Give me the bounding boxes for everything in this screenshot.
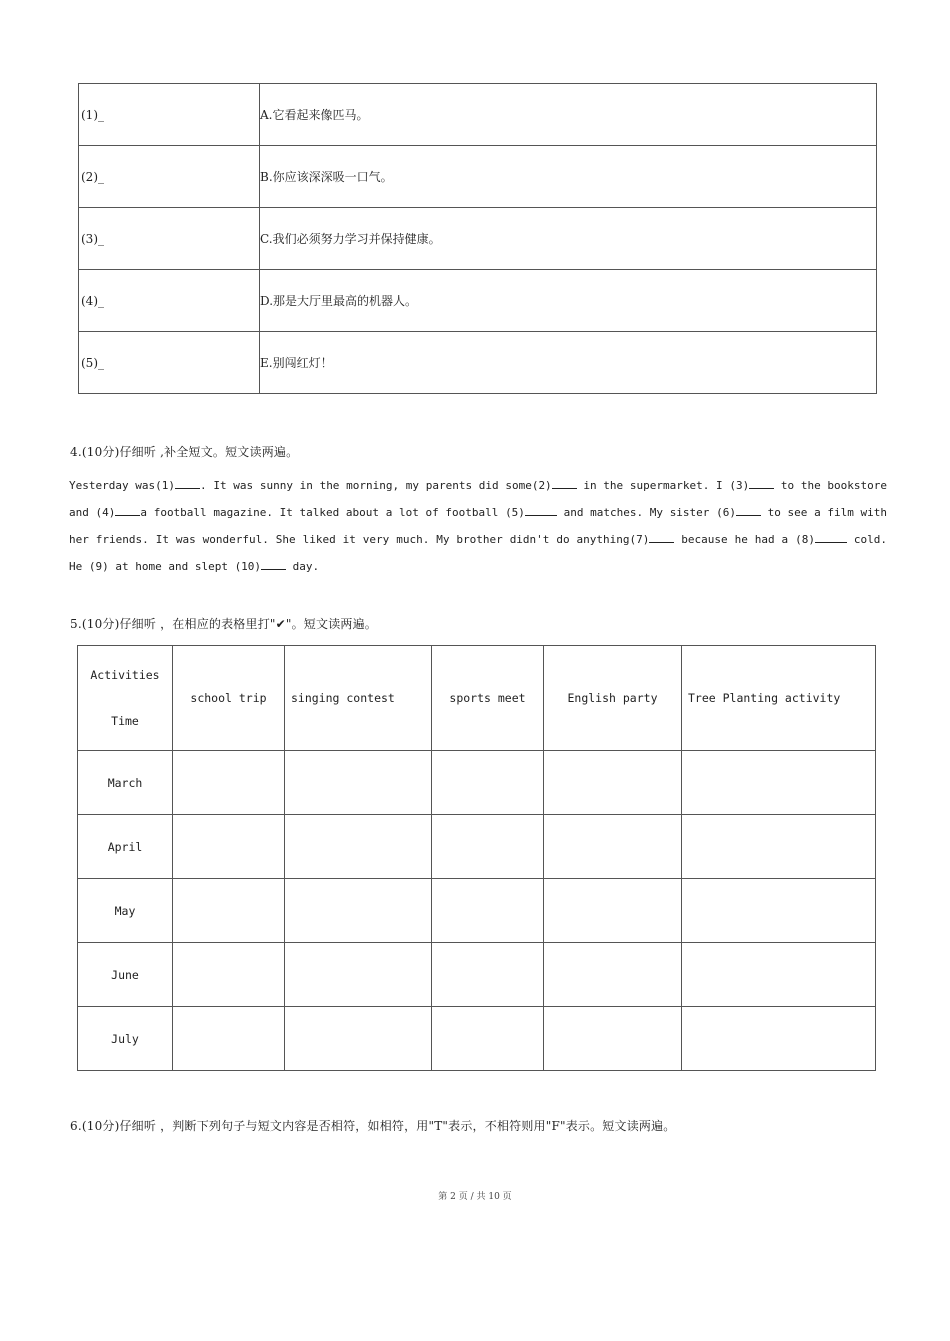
passage-text: Yesterday was(1) [69, 479, 176, 492]
table-row [78, 943, 876, 1007]
header-sports-meet: sports meet [432, 646, 544, 751]
check-cell[interactable] [544, 751, 682, 815]
check-cell[interactable] [432, 1007, 544, 1071]
matching-table [78, 83, 877, 394]
check-cell[interactable] [544, 1007, 682, 1071]
check-cell[interactable] [544, 943, 682, 1007]
check-cell[interactable] [544, 879, 682, 943]
table-row [78, 815, 876, 879]
blank-number[interactable]: (5)_ [79, 332, 260, 394]
answer-blank[interactable] [261, 558, 286, 570]
blank-number[interactable]: (3)_ [79, 208, 260, 270]
matching-row [79, 146, 877, 208]
check-cell[interactable] [682, 943, 876, 1007]
option-text: E.别闯红灯！ [260, 332, 877, 394]
passage-text: to the bookstore and (4) [69, 479, 887, 519]
answer-blank[interactable] [175, 477, 200, 489]
answer-blank[interactable] [749, 477, 774, 489]
check-cell[interactable] [682, 815, 876, 879]
passage-text: . It was sunny in the morning, my parents did some(2) [200, 479, 552, 492]
matching-row [79, 332, 877, 394]
check-cell[interactable] [544, 815, 682, 879]
blank-number[interactable]: (1)_ [79, 84, 260, 146]
corner-cell [78, 646, 173, 751]
blank-number[interactable]: (4)_ [79, 270, 260, 332]
month-label: May [78, 879, 173, 943]
option-text: A.它看起来像匹马。 [260, 84, 877, 146]
table-row [78, 879, 876, 943]
check-cell[interactable] [285, 1007, 432, 1071]
header-singing-contest: singing contest [285, 646, 432, 751]
check-cell[interactable] [432, 815, 544, 879]
answer-blank[interactable] [525, 504, 557, 516]
page-footer: 第 2 页 / 共 10 页 [438, 1192, 512, 1202]
answer-blank[interactable] [815, 531, 847, 543]
answer-blank[interactable] [736, 504, 761, 516]
month-label: March [78, 751, 173, 815]
check-cell[interactable] [682, 1007, 876, 1071]
month-label: June [78, 943, 173, 1007]
month-label: April [78, 815, 173, 879]
check-cell[interactable] [285, 815, 432, 879]
passage-text: a football magazine. It talked about a lot of football (5) [140, 506, 525, 519]
question-4-title: 4.(10分)仔细听 ,补全短文。短文读两遍。 [70, 445, 299, 459]
passage-text: and matches. My sister (6) [556, 506, 736, 519]
answer-blank[interactable] [115, 504, 140, 516]
header-row [78, 646, 876, 751]
option-text: D.那是大厅里最高的机器人。 [260, 270, 877, 332]
check-cell[interactable] [173, 751, 285, 815]
activity-table [77, 645, 876, 1071]
check-cell[interactable] [173, 1007, 285, 1071]
passage-text: because he had a (8) [674, 533, 815, 546]
corner-time-label: Time [111, 714, 139, 728]
header-tree-planting: Tree Planting activity [682, 646, 876, 751]
question-5-title: 5.(10分)仔细听 ，在相应的表格里打"✔"。短文读两遍。 [70, 617, 377, 631]
check-cell[interactable] [682, 879, 876, 943]
passage-text: to see a film with her friends. It was wonderful. She liked it very much. My brother didn't do anything(7) [69, 506, 888, 546]
check-cell[interactable] [285, 943, 432, 1007]
table-row [78, 751, 876, 815]
blank-number[interactable]: (2)_ [79, 146, 260, 208]
passage-text: in the supermarket. I (3) [576, 479, 750, 492]
question-4-passage [69, 472, 887, 580]
matching-row [79, 270, 877, 332]
check-cell[interactable] [285, 751, 432, 815]
check-cell[interactable] [432, 943, 544, 1007]
answer-blank[interactable] [649, 531, 674, 543]
check-cell[interactable] [173, 943, 285, 1007]
question-6-title: 6.(10分)仔细听 ，判断下列句子与短文内容是否相符，如相符，用"T"表示，不相符则用"F"表示。短文读两遍。 [70, 1119, 676, 1133]
option-text: B.你应该深深吸一口气。 [260, 146, 877, 208]
passage-text: cold. He (9) at home and slept (10) [69, 533, 887, 573]
table-row [78, 1007, 876, 1071]
check-cell[interactable] [682, 751, 876, 815]
check-cell[interactable] [432, 879, 544, 943]
answer-blank[interactable] [552, 477, 577, 489]
check-cell[interactable] [432, 751, 544, 815]
header-english-party: English party [544, 646, 682, 751]
check-cell[interactable] [173, 815, 285, 879]
option-text: C.我们必须努力学习并保持健康。 [260, 208, 877, 270]
header-school-trip: school trip [173, 646, 285, 751]
matching-row [79, 84, 877, 146]
check-cell[interactable] [173, 879, 285, 943]
check-cell[interactable] [285, 879, 432, 943]
corner-activities-label: Activities [90, 668, 160, 682]
passage-text: day. [286, 560, 320, 573]
month-label: July [78, 1007, 173, 1071]
matching-row [79, 208, 877, 270]
